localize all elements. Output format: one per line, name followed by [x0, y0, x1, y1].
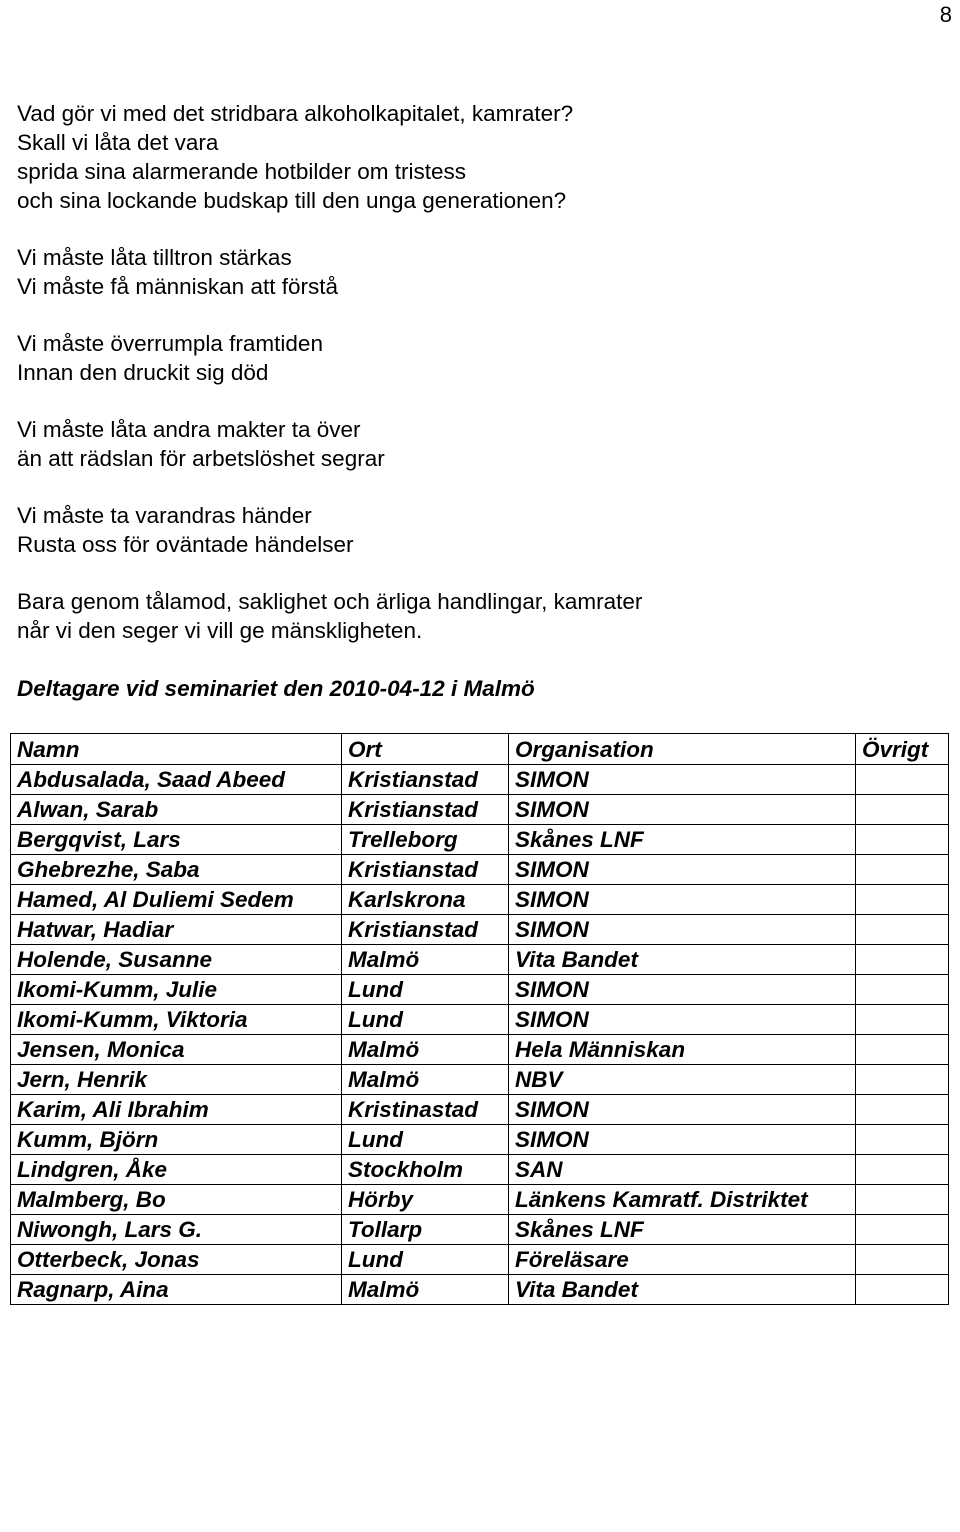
participant-organisation: SIMON [509, 765, 856, 795]
table-row [11, 795, 949, 825]
participant-other [856, 1245, 949, 1275]
table-row [11, 855, 949, 885]
table-row [11, 975, 949, 1005]
participant-other [856, 1125, 949, 1155]
table-row [11, 825, 949, 855]
participant-name: Karim, Ali Ibrahim [11, 1095, 342, 1125]
participant-other [856, 915, 949, 945]
poem-line: Vi måste låta andra makter ta över [17, 417, 361, 442]
participant-organisation: Länkens Kamratf. Distriktet [509, 1185, 856, 1215]
participant-city: Kristinastad [342, 1095, 509, 1125]
participant-organisation: Skånes LNF [509, 1215, 856, 1245]
poem-line: Rusta oss för oväntade händelser [17, 532, 354, 557]
participant-name: Ghebrezhe, Saba [11, 855, 342, 885]
participant-city: Trelleborg [342, 825, 509, 855]
table-row [11, 1245, 949, 1275]
participants-heading: Deltagare vid seminariet den 2010-04-12 i Malmö [17, 676, 535, 701]
table-row [11, 1215, 949, 1245]
poem-stanza [17, 99, 917, 215]
participant-other [856, 1035, 949, 1065]
poem-line: Bara genom tålamod, saklighet och ärliga handlingar, kamrater [17, 589, 643, 614]
poem-line: Vi måste ta varandras händer [17, 503, 312, 528]
table-row [11, 1065, 949, 1095]
participant-organisation: SIMON [509, 975, 856, 1005]
participant-other [856, 945, 949, 975]
table-row [11, 915, 949, 945]
poem-line: Vi måste låta tilltron stärkas [17, 245, 292, 270]
table-row [11, 1125, 949, 1155]
participant-city: Lund [342, 1125, 509, 1155]
table-row [11, 885, 949, 915]
table-row [11, 1185, 949, 1215]
participant-other [856, 1065, 949, 1095]
participant-organisation: Vita Bandet [509, 945, 856, 975]
participant-organisation: Föreläsare [509, 1245, 856, 1275]
participant-other [856, 1215, 949, 1245]
participant-city: Karlskrona [342, 885, 509, 915]
participant-city: Lund [342, 1005, 509, 1035]
participant-organisation: NBV [509, 1065, 856, 1095]
table-row [11, 1275, 949, 1305]
participant-name: Holende, Susanne [11, 945, 342, 975]
participant-organisation: Skånes LNF [509, 825, 856, 855]
table-row [11, 1095, 949, 1125]
participant-name: Ikomi-Kumm, Viktoria [11, 1005, 342, 1035]
participant-name: Malmberg, Bo [11, 1185, 342, 1215]
participant-other [856, 825, 949, 855]
poem-stanza [17, 587, 917, 645]
participant-city: Kristianstad [342, 855, 509, 885]
poem-line: Vi måste överrumpla framtiden [17, 331, 323, 356]
participant-other [856, 795, 949, 825]
participant-city: Malmö [342, 945, 509, 975]
poem-stanza [17, 329, 917, 387]
participant-organisation: SIMON [509, 885, 856, 915]
participant-organisation: Hela Människan [509, 1035, 856, 1065]
participant-city: Hörby [342, 1185, 509, 1215]
participant-name: Hamed, Al Duliemi Sedem [11, 885, 342, 915]
table-row [11, 1005, 949, 1035]
column-header-name: Namn [11, 734, 342, 765]
participants-table [10, 733, 949, 1305]
participant-name: Abdusalada, Saad Abeed [11, 765, 342, 795]
participant-city: Lund [342, 1245, 509, 1275]
column-header-organisation: Organisation [509, 734, 856, 765]
poem-line: når vi den seger vi vill ge mänskligheten. [17, 618, 423, 643]
column-header-city: Ort [342, 734, 509, 765]
poem-line: Vi måste få människan att förstå [17, 274, 338, 299]
participant-city: Malmö [342, 1065, 509, 1095]
participant-organisation: Vita Bandet [509, 1275, 856, 1305]
poem-line: Vad gör vi med det stridbara alkoholkapitalet, kamrater? [17, 101, 574, 126]
participant-city: Malmö [342, 1275, 509, 1305]
participant-name: Kumm, Björn [11, 1125, 342, 1155]
participant-name: Alwan, Sarab [11, 795, 342, 825]
participant-name: Niwongh, Lars G. [11, 1215, 342, 1245]
poem-stanza [17, 243, 917, 301]
poem-stanza [17, 415, 917, 473]
poem-line: än att rädslan för arbetslöshet segrar [17, 446, 385, 471]
participant-name: Jensen, Monica [11, 1035, 342, 1065]
table-row [11, 765, 949, 795]
participant-organisation: SIMON [509, 1095, 856, 1125]
participant-name: Jern, Henrik [11, 1065, 342, 1095]
participant-name: Bergqvist, Lars [11, 825, 342, 855]
poem-line: och sina lockande budskap till den unga generationen? [17, 188, 567, 213]
participant-organisation: SIMON [509, 855, 856, 885]
participant-organisation: SIMON [509, 915, 856, 945]
participant-city: Tollarp [342, 1215, 509, 1245]
poem-line: Skall vi låta det vara [17, 130, 219, 155]
participant-city: Kristianstad [342, 795, 509, 825]
participant-city: Kristianstad [342, 765, 509, 795]
table-row [11, 1035, 949, 1065]
participant-other [856, 1155, 949, 1185]
participant-name: Ragnarp, Aina [11, 1275, 342, 1305]
participant-name: Lindgren, Åke [11, 1155, 342, 1185]
participant-name: Hatwar, Hadiar [11, 915, 342, 945]
participant-organisation: SIMON [509, 1125, 856, 1155]
participant-other [856, 885, 949, 915]
participant-other [856, 1005, 949, 1035]
page-number: 8 [939, 2, 952, 27]
participant-city: Stockholm [342, 1155, 509, 1185]
poem-line: sprida sina alarmerande hotbilder om tristess [17, 159, 466, 184]
poem [17, 99, 917, 645]
participant-other [856, 975, 949, 1005]
participant-organisation: SIMON [509, 1005, 856, 1035]
table-row [11, 945, 949, 975]
participant-other [856, 1185, 949, 1215]
participant-other [856, 855, 949, 885]
poem-stanza [17, 501, 917, 559]
participant-other [856, 1095, 949, 1125]
participant-name: Otterbeck, Jonas [11, 1245, 342, 1275]
table-row [11, 1155, 949, 1185]
table-header-row [11, 734, 949, 765]
participant-city: Malmö [342, 1035, 509, 1065]
participant-organisation: SAN [509, 1155, 856, 1185]
participant-other [856, 1275, 949, 1305]
column-header-other: Övrigt [856, 734, 949, 765]
participant-name: Ikomi-Kumm, Julie [11, 975, 342, 1005]
participant-other [856, 765, 949, 795]
poem-line: Innan den druckit sig död [17, 360, 269, 385]
participant-city: Kristianstad [342, 915, 509, 945]
participant-city: Lund [342, 975, 509, 1005]
participants-body [11, 765, 949, 1305]
participant-organisation: SIMON [509, 795, 856, 825]
